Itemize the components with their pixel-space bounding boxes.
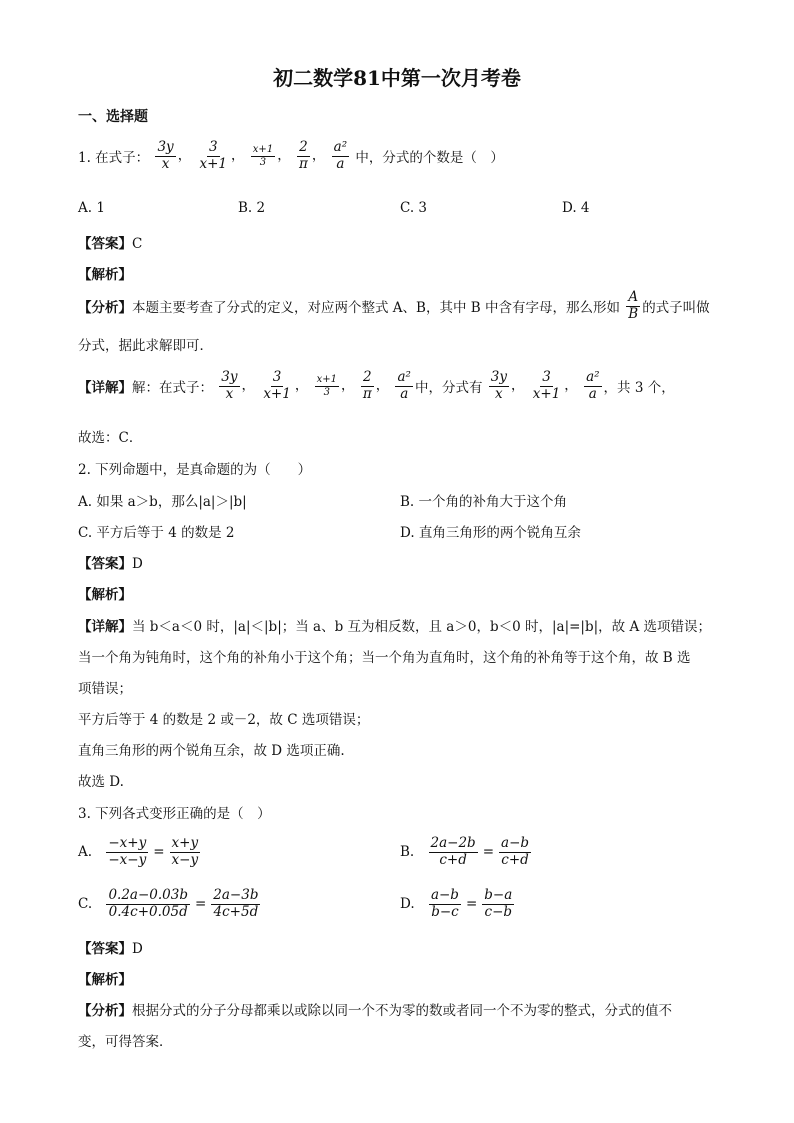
q1-answer: 【答案】C bbox=[78, 236, 143, 252]
q2-detail-line-3: 项错误； bbox=[78, 681, 132, 697]
q1-option-b: B. 2 bbox=[238, 200, 266, 216]
q1-detail-fraction-2: $\frac{3}{x+1}$ bbox=[263, 369, 291, 402]
page-title: 初二数学81中第一次月考卷 bbox=[273, 66, 521, 90]
q1-detail-fraction-1: $\frac{3y}{x}$ bbox=[221, 369, 238, 402]
q3-jiexi: 【解析】 bbox=[78, 972, 132, 988]
q3-analysis-line-1: 【分析】根据分式的分子分母都乘以或除以同一个不为零的数或者同一个不为零的整式，分式的值不 bbox=[78, 1003, 672, 1019]
q3-analysis-line-2: 变，可得答案． bbox=[78, 1034, 173, 1050]
q2-detail-line-2: 当一个角为钝角时，这个角的补角小于这个角；当一个角为直角时，这个角的补角等于这个角，故 B 选 bbox=[78, 650, 691, 666]
q1-fraction-4: $\frac{2}{\pi}$ bbox=[298, 139, 308, 172]
q1-analysis-fraction: $\frac{A}{B}$ bbox=[628, 289, 639, 322]
q3-option-d: D. $\frac{a-b}{b-c}$ = $\frac{b-a}{c-b}$ bbox=[400, 887, 513, 920]
q1-detail-fraction-5: $\frac{\text{a²}}{a}$ bbox=[397, 369, 411, 402]
q3-option-b: B. $\frac{2a-2b}{c+d}$ = $\frac{a-b}{c+d}$ bbox=[400, 835, 530, 868]
q3-option-c: C. $\frac{0.2a-0.03b}{0.4c+0.05d}$ = $\frac{2a-3b}{4c+5d}$ bbox=[78, 887, 259, 920]
q1-fraction-5: $\frac{\text{a²}}{a}$ bbox=[333, 139, 348, 172]
q1-jiexi: 【解析】 bbox=[78, 267, 132, 283]
q1-detail: 【详解】解：在式子： $\frac{3y}{x}$ ， $\frac{3}{x+1}$ ， $\frac{x+1}{3}$ ， $\frac{2}{\pi}$ ， $\frac{\text{a²}}{a}$ 中，分式有 $\frac{3y}{x}$ ， $\frac{3}{x+1}$ ， $\frac{\text{a²}}{a}$ ，共 3 个， bbox=[78, 369, 675, 402]
q2-answer: 【答案】D bbox=[78, 556, 143, 572]
q3-stem: 3. 下列各式变形正确的是（ ） bbox=[78, 806, 271, 822]
q1-prefix: 1. 在式子： bbox=[78, 150, 150, 167]
q1-detail-fraction-4: $\frac{2}{\pi}$ bbox=[362, 369, 372, 402]
q1-option-c: C. 3 bbox=[400, 200, 428, 216]
q1-fraction-1: $\frac{3y}{x}$ bbox=[157, 139, 174, 172]
q2-option-b: B. 一个角的补角大于这个角 bbox=[400, 494, 568, 510]
q3-answer: 【答案】D bbox=[78, 941, 143, 957]
q1-fraction-3: $\frac{x+1}{3}$ bbox=[252, 144, 274, 168]
q2-option-a: A. 如果 a＞b，那么|a|＞|b| bbox=[78, 494, 247, 510]
q2-detail-line-4: 平方后等于 4 的数是 2 或－2，故 C 选项错误； bbox=[78, 712, 370, 728]
q1-option-a: A. 1 bbox=[78, 200, 105, 216]
q1-analysis: 【分析】本题主要考查了分式的定义，对应两个整式 A、B，其中 B 中含有字母，那么形如 $\frac{A}{B}$ 的式子叫做 bbox=[78, 289, 710, 322]
q2-stem: 2. 下列命题中，是真命题的为（ ） bbox=[78, 462, 312, 478]
q1-detail-fraction-3: $\frac{x+1}{3}$ bbox=[316, 374, 338, 398]
q2-option-d: D. 直角三角形的两个锐角互余 bbox=[400, 525, 581, 541]
q1-conclusion: 故选：C． bbox=[78, 430, 143, 446]
q1-suffix: 中，分式的个数是（ ） bbox=[355, 150, 504, 167]
q3-option-a: A. $\frac{-x+y}{-x-y}$ = $\frac{x+y}{x-y}$ bbox=[78, 835, 199, 868]
q2-jiexi: 【解析】 bbox=[78, 587, 132, 603]
q1-option-d: D. 4 bbox=[562, 200, 590, 216]
q2-detail-line-6: 故选 D. bbox=[78, 774, 124, 790]
section-heading: 一、选择题 bbox=[78, 109, 148, 125]
q2-detail-line-5: 直角三角形的两个锐角互余，故 D 选项正确. bbox=[78, 743, 345, 759]
q2-detail-line-1: 【详解】当 b＜a＜0 时，|a|＜|b|；当 a、b 互为相反数，且 a＞0，b＜0 时，|a|=|b|，故 A 选项错误； bbox=[78, 619, 711, 635]
q1-fraction-2: $\frac{3}{x+1}$ bbox=[199, 139, 227, 172]
q1-analysis-line2: 分式，据此求解即可． bbox=[78, 338, 213, 354]
q2-option-c: C. 平方后等于 4 的数是 2 bbox=[78, 525, 235, 541]
q1-detail-fraction-6: $\frac{3y}{x}$ bbox=[490, 369, 507, 402]
q1-detail-fraction-7: $\frac{3}{x+1}$ bbox=[532, 369, 561, 402]
q1-detail-fraction-8: $\frac{\text{a²}}{a}$ bbox=[586, 369, 600, 402]
q1-stem: 1. 在式子： $\frac{3y}{x}$ ， $\frac{3}{x+1}$ ， $\frac{x+1}{3}$ ， $\frac{2}{\pi}$ ， $\frac{\text{a²}}{a}$ 中，分式的个数是（ ） bbox=[78, 139, 504, 172]
